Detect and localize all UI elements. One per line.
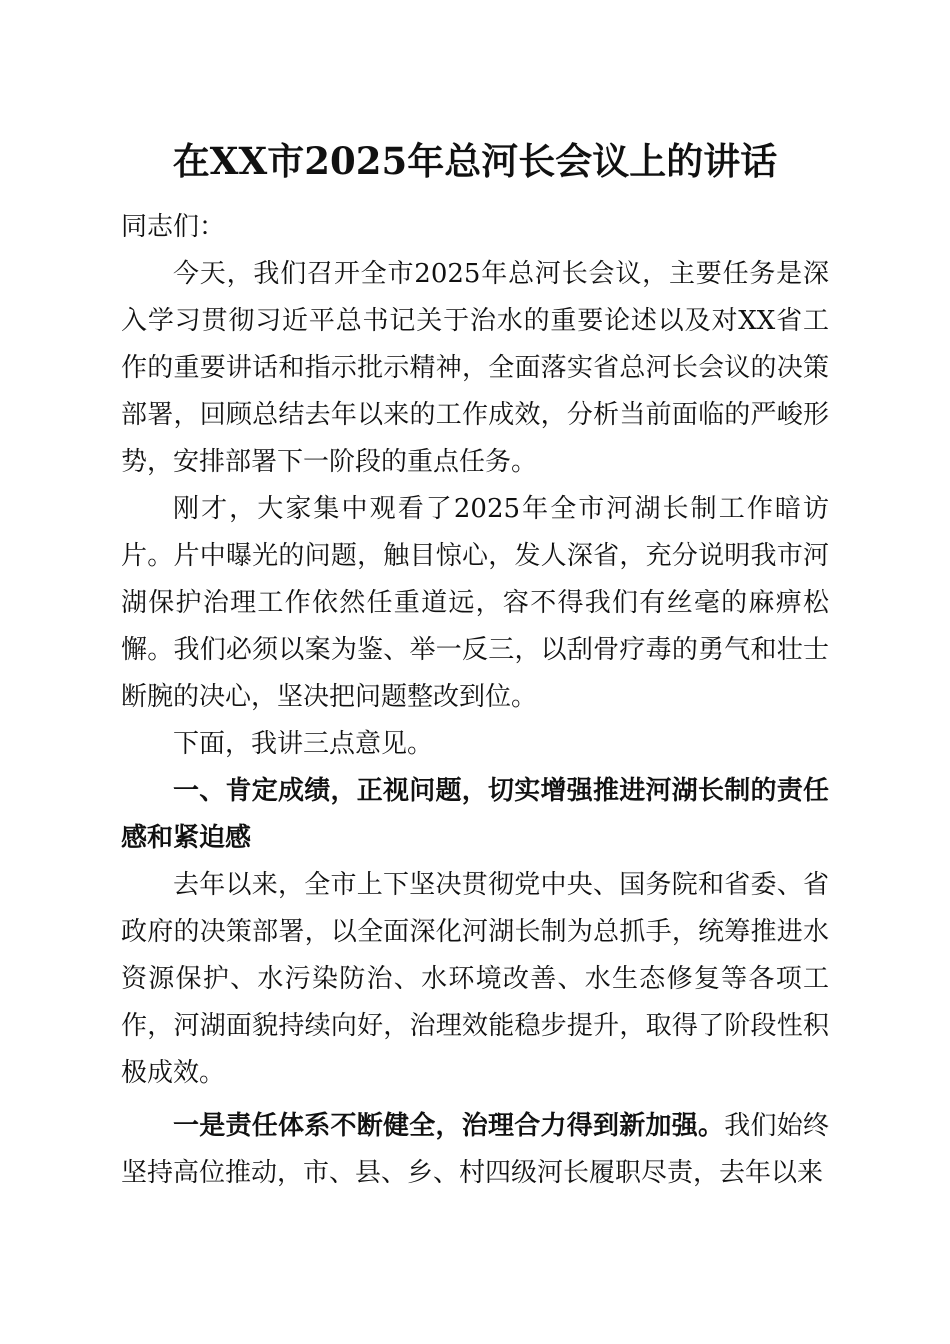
salutation: 同志们： (121, 212, 226, 242)
paragraph-point-one (121, 1103, 829, 1197)
paragraph-intro: 今天，我们召开全市2025年总河长会议，主要任务是深入学习贯彻习近平总书记关于治水的重要论述以及对XX省工作的重要讲话和指示批示精神，全面落实省总河长会议的决策部署，回顾总结去年以来的工作成效，分析当前面临的严峻形势，安排部署下一阶段的重点任务。 (121, 259, 829, 477)
document-body (121, 204, 829, 1197)
point-one-lead: 一是责任体系不断健全，治理合力得到新加强。 (173, 1111, 725, 1141)
paragraph-three-points: 下面，我讲三点意见。 (173, 729, 434, 759)
paragraph-video: 刚才，大家集中观看了2025年全市河湖长制工作暗访片。片中曝光的问题，触目惊心，发人深省，充分说明我市河湖保护治理工作依然任重道远，容不得我们有丝毫的麻痹松懈。我们必须以案为鉴、举一反三，以刮骨疗毒的勇气和壮士断腕的决心，坚决把问题整改到位。 (121, 494, 829, 712)
point-one-text: 我们始终坚持高位推动，市、县、乡、村四级河长履职尽责，去年以来 (121, 1111, 829, 1188)
section-heading: 一、肯定成绩，正视问题，切实增强推进河湖长制的责任感和紧迫感 (121, 776, 829, 853)
paragraph-achievements: 去年以来，全市上下坚决贯彻党中央、国务院和省委、省政府的决策部署，以全面深化河湖长制为总抓手，统筹推进水资源保护、水污染防治、水环境改善、水生态修复等各项工作，河湖面貌持续向好，治理效能稳步提升，取得了阶段性积极成效。 (121, 870, 829, 1088)
document-title: 在XX市2025年总河长会议上的讲话 (172, 139, 778, 183)
